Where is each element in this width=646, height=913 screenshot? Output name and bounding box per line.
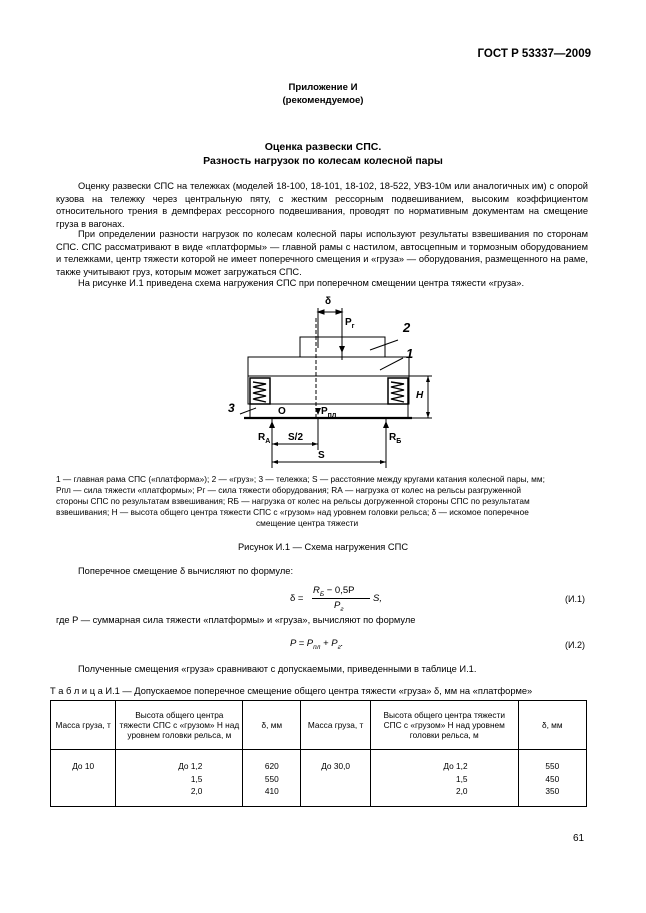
fraction-bar <box>312 598 370 599</box>
formula-1-number: (И.1) <box>565 594 585 604</box>
formula-2: $P = P_{пл} + P_г$. <box>290 638 344 651</box>
label-delta: δ <box>325 296 332 307</box>
formula-2-number: (И.2) <box>565 640 585 650</box>
formula-1-lhs: δ = <box>290 593 304 604</box>
label-s2: S/2 <box>288 432 304 443</box>
paragraph-1: Оценку развески СПС на тележках (моделей 18-100, 18-101, 18-102, 18-522, УВЗ-10м или аналогичных им) с опорой кузова на тележку через центральную пяту, с жестким рессорным подвешиванием, высоким коэффициентом относительного трения в демпферах рессорного подвешивания, проводят по нормативным документам на смещение груза в вагонах. <box>56 181 588 229</box>
col-height-right: Высота общего центра тяжести СПС с «грузом» H над уровнем головки рельса, м <box>370 701 518 750</box>
label-ra: $R_А$ <box>258 432 271 445</box>
appendix-type: (рекомендуемое) <box>282 95 364 106</box>
section-title-2: Разность нагрузок по колесам колесной пары <box>203 155 443 167</box>
col-mass-right: Масса груза, т <box>301 701 371 750</box>
label-s: S <box>318 450 325 461</box>
page-number: 61 <box>573 833 585 844</box>
label-ppl: $P_{пл}$ <box>321 406 337 419</box>
appendix-title: Приложение И <box>288 82 358 93</box>
cell-delta-left: 620 550 410 <box>243 750 301 807</box>
cell-height-right: До 1,2 1,5 2,0 <box>370 750 518 807</box>
formula-1-denominator: $P_г$ <box>334 600 344 613</box>
col-mass-left: Масса груза, т <box>51 701 116 750</box>
caption-line: взвешивания; H — высота общего центра тяжести СПС с «грузом» над уровнем головки рельса; δ — искомое поперечное <box>56 507 529 517</box>
col-height-left: Высота общего центра тяжести СПС с «грузом» H над уровнем головки рельса, м <box>116 701 243 750</box>
table-caption-prefix: Т а б л и ц а <box>50 686 103 696</box>
formula-intro: Поперечное смещение δ вычисляют по формуле: <box>78 566 294 576</box>
formula-1-numerator: $R_Б - 0,5P$ <box>313 585 355 598</box>
cell-mass-right: До 30,0 <box>301 750 371 807</box>
cell-mass-left: До 10 <box>51 750 116 807</box>
label-1: 1 <box>406 346 414 361</box>
caption-line: Pпл — сила тяжести «платформы»; Pг — сила тяжести оборудования; RА — нагрузка от колес на рельсы разгруженной <box>56 485 522 495</box>
section-title-1: Оценка развески СПС. <box>264 141 382 153</box>
displacement-table <box>50 700 587 807</box>
table-caption-text: И.1 — Допускаемое поперечное смещение общего центра тяжести «груза» δ, мм на «платформе» <box>105 686 533 696</box>
label-o: O <box>278 406 286 417</box>
paragraph-2: При определении разности нагрузок по колесам колесной пары используют результаты взвешивания по сторонам СПС. СПС рассматривают в виде «платформы» — главной рамы с настилом, автосцепным и тормозным оборудованием и тележками, центр тяжести которой не имеет поперечного смещения и «груза» — оборудования, размещенного на раме, также учитывают груз, которым может загружаться СПС. <box>56 229 588 277</box>
label-h: H <box>416 390 424 401</box>
formula-where: где P — суммарная сила тяжести «платформы» и «груза», вычисляют по формуле <box>56 615 416 625</box>
table-row <box>51 750 587 807</box>
caption-line: стороны СПС по результатам взвешивания; RБ — нагрузка от колес на рельсы догруженной стороны СПС по результатам <box>56 496 530 506</box>
cell-height-left: До 1,2 1,5 2,0 <box>116 750 243 807</box>
figure-caption <box>56 474 596 529</box>
label-3: 3 <box>228 401 235 415</box>
caption-line: 1 — главная рама СПС («платформа»); 2 — «груз»; 3 — тележка; S — расстояние между кругами катания колесной пары, мм; <box>56 474 545 484</box>
label-2: 2 <box>403 320 411 335</box>
cell-delta-right: 550 450 350 <box>518 750 586 807</box>
formula-1-rhs: S, <box>373 593 382 604</box>
figure-title: Рисунок И.1 — Схема нагружения СПС <box>237 542 409 552</box>
col-delta-left: δ, мм <box>243 701 301 750</box>
caption-line: смещение центра тяжести <box>256 518 359 528</box>
table-caption <box>50 686 532 696</box>
label-pg: $P_г$ <box>345 317 355 330</box>
comparison-text: Полученные смещения «груза» сравнивают с допускаемыми, приведенными в таблице И.1. <box>78 664 477 674</box>
label-rb: $R_Б$ <box>389 432 402 445</box>
table-header-row <box>51 701 587 750</box>
col-delta-right: δ, мм <box>518 701 586 750</box>
loading-scheme-figure <box>0 290 646 480</box>
paragraph-3: На рисунке И.1 приведена схема нагружения СПС при поперечном смещении центра тяжести «груза». <box>78 278 525 288</box>
standard-header: ГОСТ Р 53337—2009 <box>477 48 591 60</box>
